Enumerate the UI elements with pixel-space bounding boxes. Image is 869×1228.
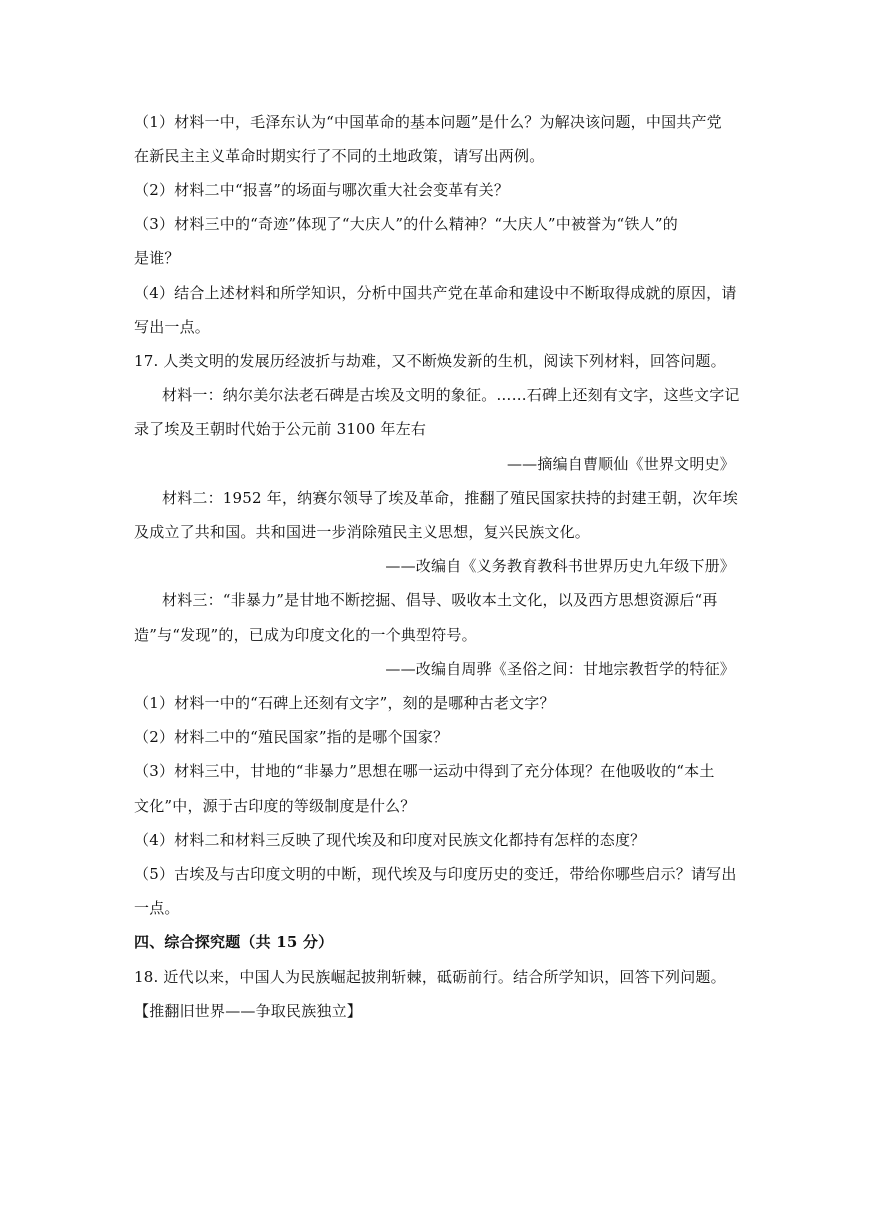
q17-material1-line1: 材料一：纳尔美尔法老石碑是古埃及文明的象征。……石碑上还刻有文字，这些文字记 bbox=[162, 386, 740, 404]
q17-question5-line2: 一点。 bbox=[134, 899, 180, 917]
q16-part1-line1: （1）材料一中，毛泽东认为“中国革命的基本问题”是什么？为解决该问题，中国共产党 bbox=[134, 113, 722, 131]
q17-intro: 17. 人类文明的发展历经波折与劫难，又不断焕发新的生机，阅读下列材料，回答问题。 bbox=[134, 352, 726, 370]
q17-material2-line2: 及成立了共和国。共和国进一步消除殖民主义思想，复兴民族文化。 bbox=[134, 523, 591, 541]
q17-question1: （1）材料一中的“石碑上还刻有文字”，刻的是哪种古老文字？ bbox=[134, 694, 555, 712]
q18-subheading: 【推翻旧世界——争取民族独立】 bbox=[134, 1002, 363, 1020]
q17-material1-source: ——摘编自曹顺仙《世界文明史》 bbox=[506, 455, 735, 473]
q16-part1-line2: 在新民主主义革命时期实行了不同的土地政策，请写出两例。 bbox=[134, 147, 545, 165]
q17-question3-line2: 文化”中，源于古印度的等级制度是什么？ bbox=[134, 797, 416, 815]
q17-material1-line2: 录了埃及王朝时代始于公元前 3100 年左右 bbox=[134, 420, 427, 438]
q17-material3-line2: 造”与“发现”的，已成为印度文化的一个典型符号。 bbox=[134, 626, 477, 644]
q16-part2: （2）材料二中“报喜”的场面与哪次重大社会变革有关？ bbox=[134, 181, 510, 199]
q16-part3-line2: 是谁？ bbox=[134, 249, 180, 267]
q17-material3-source: ——改编自周骅《圣俗之间：甘地宗教哲学的特征》 bbox=[385, 660, 735, 678]
q16-part4-line1: （4）结合上述材料和所学知识，分析中国共产党在革命和建设中不断取得成就的原因，请 bbox=[134, 284, 737, 302]
q17-material3-line1: 材料三：“非暴力”是甘地不断挖掘、倡导、吸收本土文化，以及西方思想资源后“再 bbox=[162, 591, 718, 609]
q18-intro: 18. 近代以来，中国人为民族崛起披荆斩棘，砥砺前行。结合所学知识，回答下列问题。 bbox=[134, 968, 726, 986]
q17-material2-line1: 材料二：1952 年，纳赛尔领导了埃及革命，推翻了殖民国家扶持的封建王朝，次年埃 bbox=[162, 489, 738, 507]
q17-question5-line1: （5）古埃及与古印度文明的中断，现代埃及与印度历史的变迁，带给你哪些启示？请写出 bbox=[134, 865, 737, 883]
q17-question4: （4）材料二和材料三反映了现代埃及和印度对民族文化都持有怎样的态度？ bbox=[134, 831, 646, 849]
q16-part3-line1: （3）材料三中的“奇迹”体现了“大庆人”的什么精神？“大庆人”中被誉为“铁人”的 bbox=[134, 215, 678, 233]
q17-question2: （2）材料二中的“殖民国家”指的是哪个国家？ bbox=[134, 728, 449, 746]
q17-material2-source: ——改编自《义务教育教科书世界历史九年级下册》 bbox=[385, 557, 735, 575]
q16-part4-line2: 写出一点。 bbox=[134, 318, 211, 336]
q17-question3-line1: （3）材料三中，甘地的“非暴力”思想在哪一运动中得到了充分体现？在他吸收的“本土 bbox=[134, 762, 715, 780]
section4-heading: 四、综合探究题（共 15 分） bbox=[134, 933, 334, 951]
